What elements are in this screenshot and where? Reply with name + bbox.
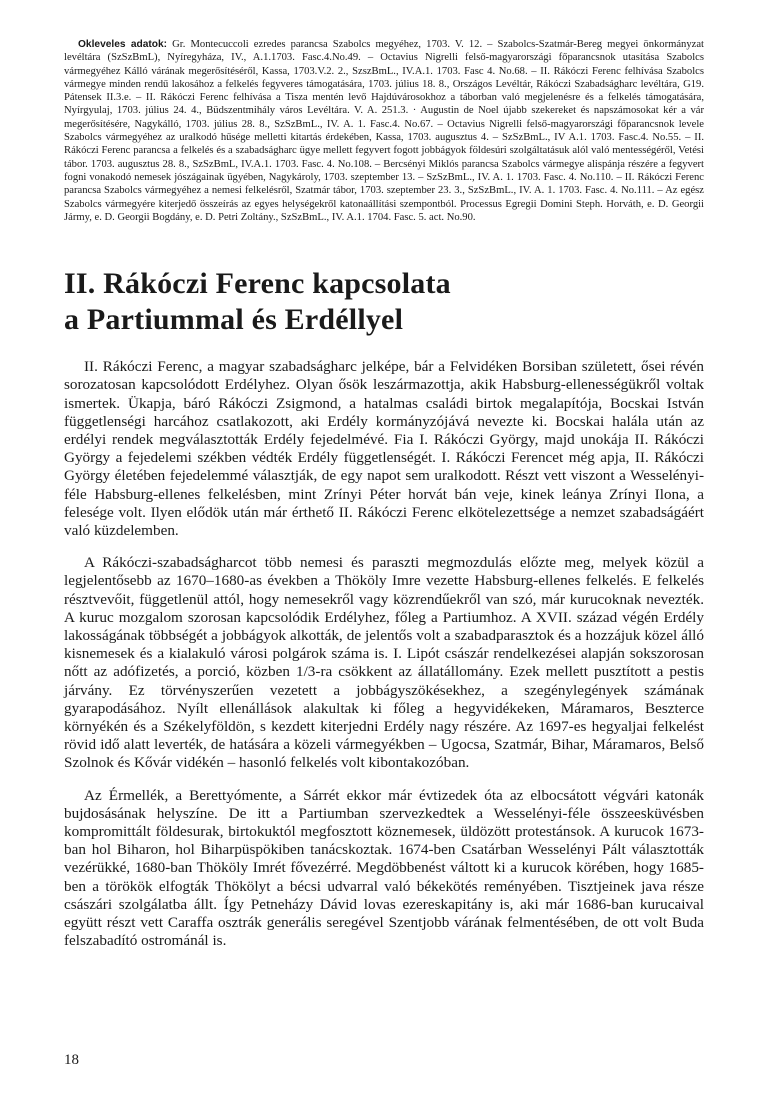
page-number: 18	[64, 1052, 79, 1068]
archival-notes	[64, 38, 704, 224]
chapter-title-line-1: II. Rákóczi Ferenc kapcsolata	[64, 267, 451, 301]
chapter-title-line-2: a Partiummal és Erdéllyel	[64, 303, 404, 337]
body-paragraph-1: II. Rákóczi Ferenc, a magyar szabadságharc jelképe, bár a Felvidéken Borsiban született, ősei révén sorozatosan kapcsolódott Erdélyhez. Olyan ősök leszármazottja, akik Habsburg-ellenességükről voltak ismertek. Ükapja, báró Rákóczi Zsigmond, a hatalmas családi birtok megalapítója, Bocskai István függetlenségi harcához csatlakozott, aki Erdély kormányzójává nevezte ki. Bocskai halála után az erdélyi rendek megválasztották Erdély fejedelmévé. Fia I. Rákóczi György, majd unokája II. Rákóczi György a fejedelemi székben védték Erdély függetlenségét. I. Rákóczi Ferencet még apja, II. Rákóczi György életében fejedelemmé választják, de egy napot sem uralkodott. Részt vett viszont a Wesselényi-féle Habsburg-ellenes felkelésben, mint Zrínyi Péter horvát bán veje, kinek leánya Zrínyi Ilona, a felesége volt. Ilyen elődök után már érthető II. Rákóczi Ferenc elkötelezettsége a nemzet szabadságáért való küzdelemben.	[64, 358, 704, 539]
notes-lead: Okleveles adatok:	[78, 39, 168, 50]
notes-text: Gr. Montecuccoli ezredes parancsa Szabolcs megyéhez, 1703. V. 12. – Szabolcs-Szatmár-Bereg megyei önkormányzat levéltára (SzSzBmL), Nyíregyháza, IV., A.1.1703. Fasc.4.No.49. – Octavius Nigrelli felső-magyarországi főparancsnok utasítása Szabolcs vármegyéhez Kálló várának megerősítéséről, Kassa, 1703.V.2. 2., SzszBmL., IV.A.1. 1703. Fasc 4. No.68. – II. Rákóczi Ferenc felhívása Szabolcs vármegye minden rendű lakosához a felkelés fegyveres támogatására, 1703. július 18. 8., Országos Levéltár, Rákóczi Szabadságharc levéltára, G19. Pátensek II.3.e. – II. Rákóczi Ferenc felhívása a Tisza mentén levő Hajdúvárosokhoz a táborban való megjelenésre és a felkelés támogatására, Nyírgyulaj, 1703. július 24. 4., Büdszentmihály város Levéltára. V. A. 251.3. · Augustin de Noel újabb szekereket és napszámosokat kér a vár megerősítésére, Nagykálló, 1703. július 28. 8., SzSzBmL., IV. A. 1. Fasc.4. No.67. – Octavius Nigrelli felső-magyarországi főparancsnok levele Szabolcs vármegyéhez az uralkodó hűsége melletti kitartás érdekében, Kassa, 1703. augusztus 4. – SzSzBmL., IV A.1. 1703. Fasc.4. No.55. – II. Rákóczi Ferenc parancsa a felkelés és a szabadságharc ügye mellett fegyvert fogott jobbágyok földesúri szolgáltatásuk alól való mentességéről, Vetési tábor. 1703. augusztus 28. 8., SzSzBmL, IV.A.1. 1703. Fasc. 4. No.108. – Bercsényi Miklós parancsa Szabolcs vármegye alispánja részére a fegyvert fogni vonakodó nemesek jószágainak ügyében, Nagykároly, 1703. szeptember 13. – SzSzBmL., IV. A. 1. 1703. Fasc. 4. No.110. – II. Rákóczi Ferenc parancsa Szabolcs vármegyéhez a nemesi felkelésről, Szatmár tábor, 1703. szeptember 23. 3., SzSzBmL., IV. A. 1. 1703. Fasc. 4. No.111. – Az egész Szabolcs vármegyére kiterjedő összeírás az egyes helységekről katonaállítási szempontból. Processus Egregii Domini Steph. Horváth, e. D. Georgii Jármy, e. D. Georgii Bogdány, e. D. Petri Zoltány., SzSzBmL., IV. A.1. 1704. Fasc. 5. act. No.90.	[64, 39, 704, 223]
page-content	[64, 38, 704, 964]
body-paragraph-2: A Rákóczi-szabadságharcot több nemesi és paraszti megmozdulás előzte meg, melyek közül a legjelentősebb az 1670–1680-as években a Thököly Imre vezette Habsburg-ellenes felkelés. E felkelés résztvevőit, függetlenül attól, hogy nemesekről vagy közrendűekről van szó, már kurucoknak nevezték. A kuruc mozgalom szorosan kapcsolódik Erdélyhez, főleg a Partiumhoz. A XVII. század végén Erdély lakosságának többségét a jobbágyok alkották, de jelentős volt a szabadparasztok és a hozzájuk közel álló kisnemesek és a kialakuló városi polgárok száma is. I. Lipót császár rendelkezései alapján sokszorosan nőtt az adófizetés, a porció, közben 1/3-ra csökkent az állatállomány. Ezek mellett pusztított a pestis járvány. Ez törvényszerűen vezetett a jobbágyszökésekhez, a szegénylegények számának gyarapodásához. Nyílt ellenállások alakultak ki főleg a hegyvidékeken, Máramaros, Beszterce környékén és a Székelyföldön, s kezdett kiterjedni Erdély nagy részére. Az 1697-es hegyaljai felkelést rövid idő alatt leverték, de hatására a közeli vármegyékben – Ugocsa, Szatmár, Bihar, Máramaros, Belső Szolnok és Kővár vidékén – hasonló felkelés volt kibontakozóban.	[64, 554, 704, 772]
chapter-title	[64, 266, 704, 338]
body-paragraph-3: Az Érmellék, a Berettyómente, a Sárrét ekkor már évtizedek óta az elbocsátott végvári katonák bujdosásának helyszíne. De itt a Partiumban szervezkedtek a Wesselényi-féle összeesküvésben kompromittált földesurak, birtokuktól megfosztott köznemesek, üldözött protestánsok. A kurucok 1673-ban hol Biharon, hol Biharpüspökiben tanácskoztak. 1674-ben Csatárban Wesselényi Pált választották vezérükké, 1680-ban Thököly Imrét fővezérré. Megdöbbenést váltott ki a kurucok körében, hogy 1685-ben a törökök elfogták Thökölyt a bécsi udvarral való békekötés reményében. Tisztjeinek java része császári szolgálatba állt. Így Petneházy Dávid lovas ezereskapitány is, aki már 1686-ban kurucaival együtt részt vett Caraffa osztrák generális seregével Szentjobb várának felmentésében, de ott volt Buda felszabadító ostrománál is.	[64, 786, 704, 950]
